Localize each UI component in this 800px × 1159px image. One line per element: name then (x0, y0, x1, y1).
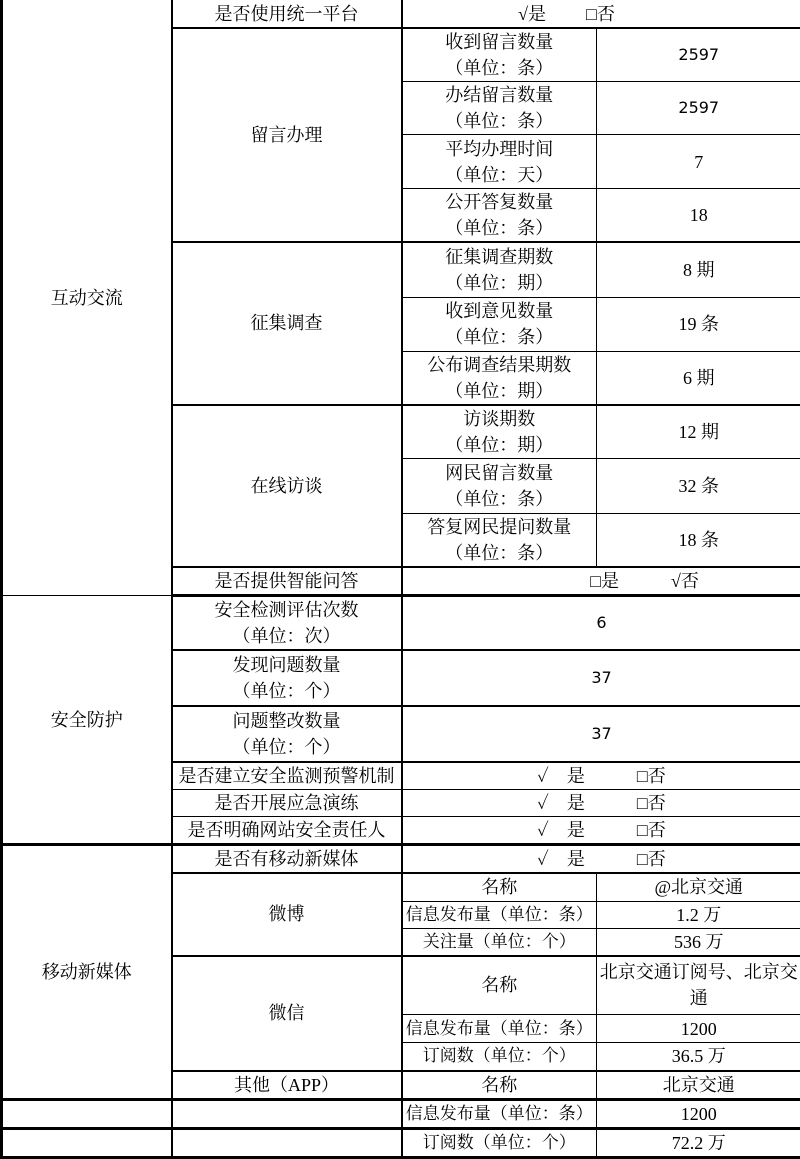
category-security: 安全防护 (2, 596, 172, 845)
options-emergency-drill (402, 790, 800, 817)
value-problems-fixed: 37 (402, 706, 800, 762)
yes-option: ✓ 是 (537, 763, 585, 789)
label-problems-fixed: 问题整改数量 （单位：个） (172, 706, 402, 762)
value-netizen-replies: 18 条 (597, 513, 800, 567)
label-app-subscribers: 订阅数（单位：个） (402, 1128, 597, 1157)
yes-option: ✓ 是 (537, 846, 585, 872)
value-app-posts: 1200 (597, 1099, 800, 1128)
label-app-posts: 信息发布量（单位：条） (402, 1099, 597, 1128)
options-unified-platform (402, 0, 800, 28)
label-completed-messages: 办结留言数量 （单位：条） (402, 82, 597, 135)
label-weibo-posts: 信息发布量（单位：条） (402, 901, 597, 928)
label-app-name: 名称 (402, 1071, 597, 1100)
value-interview-periods: 12 期 (597, 405, 800, 459)
value-wechat-posts: 1200 (597, 1015, 800, 1043)
label-received-messages: 收到留言数量 （单位：条） (402, 28, 597, 82)
value-public-replies: 18 (597, 189, 800, 243)
label-weibo-name: 名称 (402, 873, 597, 901)
label-survey-periods: 征集调查期数 （单位：期） (402, 242, 597, 297)
label-has-mobile-media: 是否有移动新媒体 (172, 845, 402, 874)
subcategory-message-handling: 留言办理 (172, 28, 402, 242)
value-received-messages: 2597 (597, 28, 800, 82)
label-wechat-name: 名称 (402, 956, 597, 1015)
label-wechat-posts: 信息发布量（单位：条） (402, 1015, 597, 1043)
subcategory-wechat: 微信 (172, 956, 402, 1071)
yes-option: √是 (518, 1, 546, 27)
no-option: □否 (586, 1, 615, 27)
label-security-monitoring: 是否建立安全监测预警机制 (172, 762, 402, 790)
value-app-name: 北京交通 (597, 1071, 800, 1100)
empty-cell (2, 1128, 172, 1157)
yes-option: ✓ 是 (537, 817, 585, 843)
label-survey-results: 公布调查结果期数 （单位：期） (402, 351, 597, 405)
value-opinions-received: 19 条 (597, 297, 800, 351)
no-option: □否 (637, 763, 666, 789)
options-security-monitoring (402, 762, 800, 790)
subcategory-interview: 在线访谈 (172, 405, 402, 568)
no-option: √否 (671, 568, 699, 594)
value-wechat-subscribers: 36.5 万 (597, 1043, 800, 1071)
label-wechat-subscribers: 订阅数（单位：个） (402, 1043, 597, 1071)
no-option: □否 (637, 846, 666, 872)
value-wechat-name: 北京交通订阅号、北京交通 (597, 956, 800, 1015)
value-completed-messages: 2597 (597, 82, 800, 135)
no-option: □否 (637, 790, 666, 816)
options-has-mobile-media (402, 845, 800, 874)
value-problems-found: 37 (402, 650, 800, 706)
value-survey-results: 6 期 (597, 351, 800, 405)
empty-cell (172, 1128, 402, 1157)
label-smart-qa: 是否提供智能问答 (172, 567, 402, 596)
empty-cell (172, 1099, 402, 1128)
yes-option: ✓ 是 (537, 790, 585, 816)
label-emergency-drill: 是否开展应急演练 (172, 790, 402, 817)
label-opinions-received: 收到意见数量 （单位：条） (402, 297, 597, 351)
label-unified-platform: 是否使用统一平台 (172, 0, 402, 28)
subcategory-survey: 征集调查 (172, 242, 402, 405)
label-weibo-followers: 关注量（单位：个） (402, 928, 597, 956)
label-avg-processing-time: 平均办理时间 （单位：天） (402, 135, 597, 189)
value-netizen-messages: 32 条 (597, 458, 800, 513)
label-netizen-replies: 答复网民提问数量 （单位：条） (402, 513, 597, 567)
value-avg-processing-time: 7 (597, 135, 800, 189)
value-app-subscribers: 72.2 万 (597, 1128, 800, 1157)
category-mobile-media: 移动新媒体 (2, 845, 172, 1100)
subcategory-other-app: 其他（APP） (172, 1071, 402, 1100)
yes-option: □是 (590, 568, 619, 594)
category-interaction: 互动交流 (2, 0, 172, 596)
label-problems-found: 发现问题数量 （单位：个） (172, 650, 402, 706)
no-option: □否 (637, 817, 666, 843)
label-security-responsible: 是否明确网站安全责任人 (172, 817, 402, 845)
label-public-replies: 公开答复数量 （单位：条） (402, 189, 597, 243)
label-security-checks: 安全检测评估次数 （单位：次） (172, 596, 402, 651)
value-weibo-posts: 1.2 万 (597, 901, 800, 928)
empty-cell (2, 1099, 172, 1128)
options-smart-qa (402, 567, 800, 596)
value-weibo-followers: 536 万 (597, 928, 800, 956)
value-weibo-name: @北京交通 (597, 873, 800, 901)
value-survey-periods: 8 期 (597, 242, 800, 297)
value-security-checks: 6 (402, 596, 800, 651)
options-security-responsible (402, 817, 800, 845)
label-netizen-messages: 网民留言数量 （单位：条） (402, 458, 597, 513)
subcategory-weibo: 微博 (172, 873, 402, 956)
label-interview-periods: 访谈期数 （单位：期） (402, 405, 597, 459)
